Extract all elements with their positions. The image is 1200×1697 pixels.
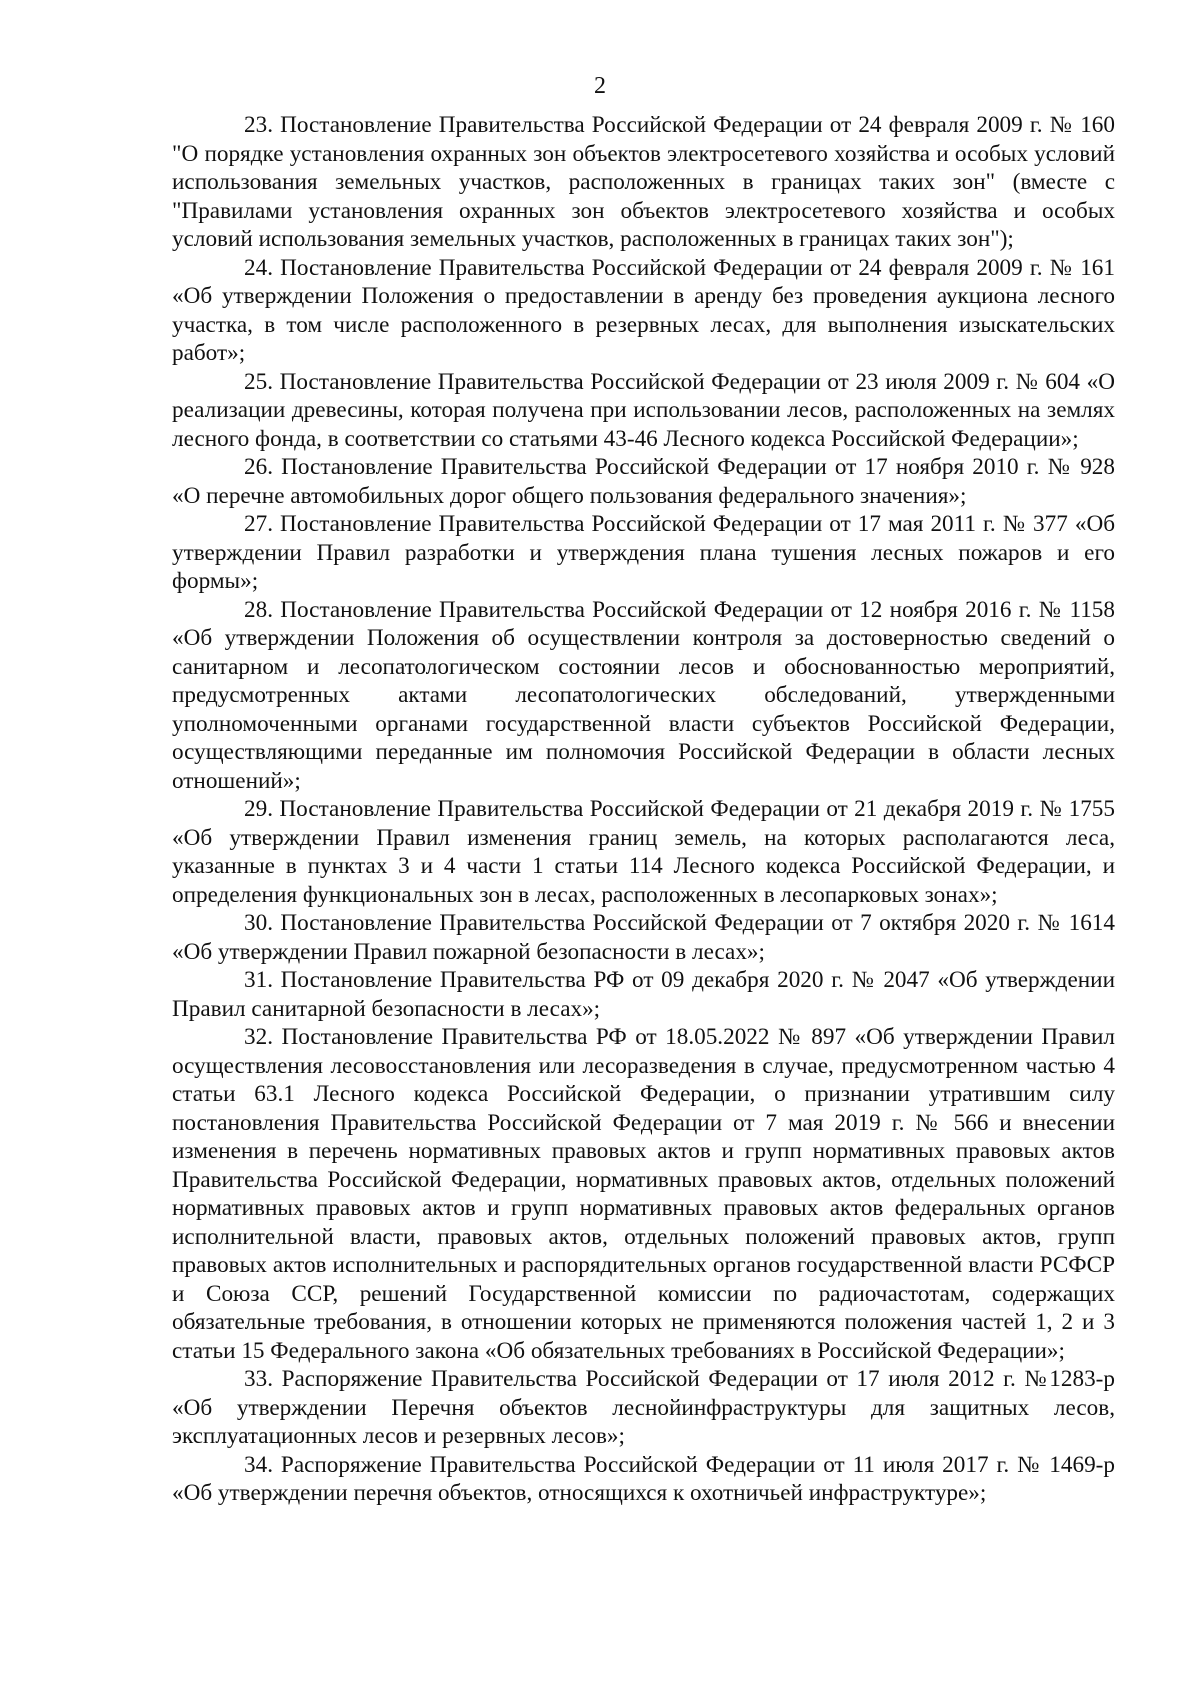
list-item: 23. Постановление Правительства Российской Федерации от 24 февраля 2009 г. № 160 "О порядке установления охранных зон объектов электросетевого хозяйства и особых условий использования земельных участков, расположенных в границах таких зон" (вместе с "Правилами установления охранных зон объектов электросетевого хозяйства и особых условий использования земельных участков, расположенных в границах таких зон"); <box>172 112 1115 252</box>
list-item: 34. Распоряжение Правительства Российской Федерации от 11 июля 2017 г. № 1469-р «Об утверждении перечня объектов, относящихся к охотничьей инфраструктуре»; <box>172 1451 1115 1506</box>
list-item: 28. Постановление Правительства Российской Федерации от 12 ноября 2016 г. № 1158 «Об утверждении Положения об осуществлении контроля за достоверностью сведений о санитарном и лесопатологическом состоянии лесов и обоснованностью мероприятий, предусмотренных актами лесопатологических обследований, утвержденными уполномоченными органами государственной власти субъектов Российской Федерации, осуществляющими переданные им полномочия Российской Федерации в области лесных отношений»; <box>172 596 1115 794</box>
list-item: 33. Распоряжение Правительства Российской Федерации от 17 июля 2012 г. №1283-р «Об утверждении Перечня объектов леснойинфраструктуры для защитных лесов, эксплуатационных лесов и резервных лесов»; <box>172 1366 1115 1449</box>
list-item: 25. Постановление Правительства Российской Федерации от 23 июля 2009 г. № 604 «О реализации древесины, которая получена при использовании лесов, расположенных на землях лесного фонда, в соответствии со статьями 43-46 Лесного кодекса Российской Федерации»; <box>172 368 1115 452</box>
list-item: 31. Постановление Правительства РФ от 09 декабря 2020 г. № 2047 «Об утверждении Правил санитарной безопасности в лесах»; <box>172 967 1115 1022</box>
list-item: 24. Постановление Правительства Российской Федерации от 24 февраля 2009 г. № 161 «Об утверждении Положения о предоставлении в аренду без проведения аукциона лесного участка, в том числе расположенного в резервных лесах, для выполнения изыскательских работ»; <box>172 254 1115 366</box>
list-item: 26. Постановление Правительства Российской Федерации от 17 ноября 2010 г. № 928 «О перечне автомобильных дорог общего пользования федерального значения»; <box>172 454 1115 509</box>
list-item: 27. Постановление Правительства Российской Федерации от 17 мая 2011 г. № 377 «Об утверждении Правил разработки и утверждения плана тушения лесных пожаров и его формы»; <box>172 511 1115 594</box>
legal-acts-list <box>172 111 1115 1508</box>
list-item: 30. Постановление Правительства Российской Федерации от 7 октября 2020 г. № 1614 «Об утверждении Правил пожарной безопасности в лесах»; <box>172 910 1115 965</box>
list-item: 29. Постановление Правительства Российской Федерации от 21 декабря 2019 г. № 1755 «Об утверждении Правил изменения границ земель, на которых располагаются леса, указанные в пунктах 3 и 4 части 1 статьи 114 Лесного кодекса Российской Федерации, и определения функциональных зон в лесах, расположенных в лесопарковых зонах»; <box>172 796 1115 908</box>
page-number: 2 <box>594 73 606 99</box>
list-item: 32. Постановление Правительства РФ от 18.05.2022 № 897 «Об утверждении Правил осуществления лесовосстановления или лесоразведения в случае, предусмотренном частью 4 статьи 63.1 Лесного кодекса Российской Федерации, о признании утратившим силу постановления Правительства Российской Федерации от 7 мая 2019 г. № 566 и внесении изменения в перечень нормативных правовых актов и групп нормативных правовых актов Правительства Российской Федерации, нормативных правовых актов, отдельных положений нормативных правовых актов и групп нормативных правовых актов федеральных органов исполнительной власти, правовых актов, отдельных положений правовых актов, групп правовых актов исполнительных и распорядительных органов государственной власти РСФСР и Союза ССР, решений Государственной комиссии по радиочастотам, содержащих обязательные требования, в отношении которых не применяются положения частей 1, 2 и 3 статьи 15 Федерального закона «Об обязательных требованиях в Российской Федерации»; <box>172 1024 1115 1364</box>
